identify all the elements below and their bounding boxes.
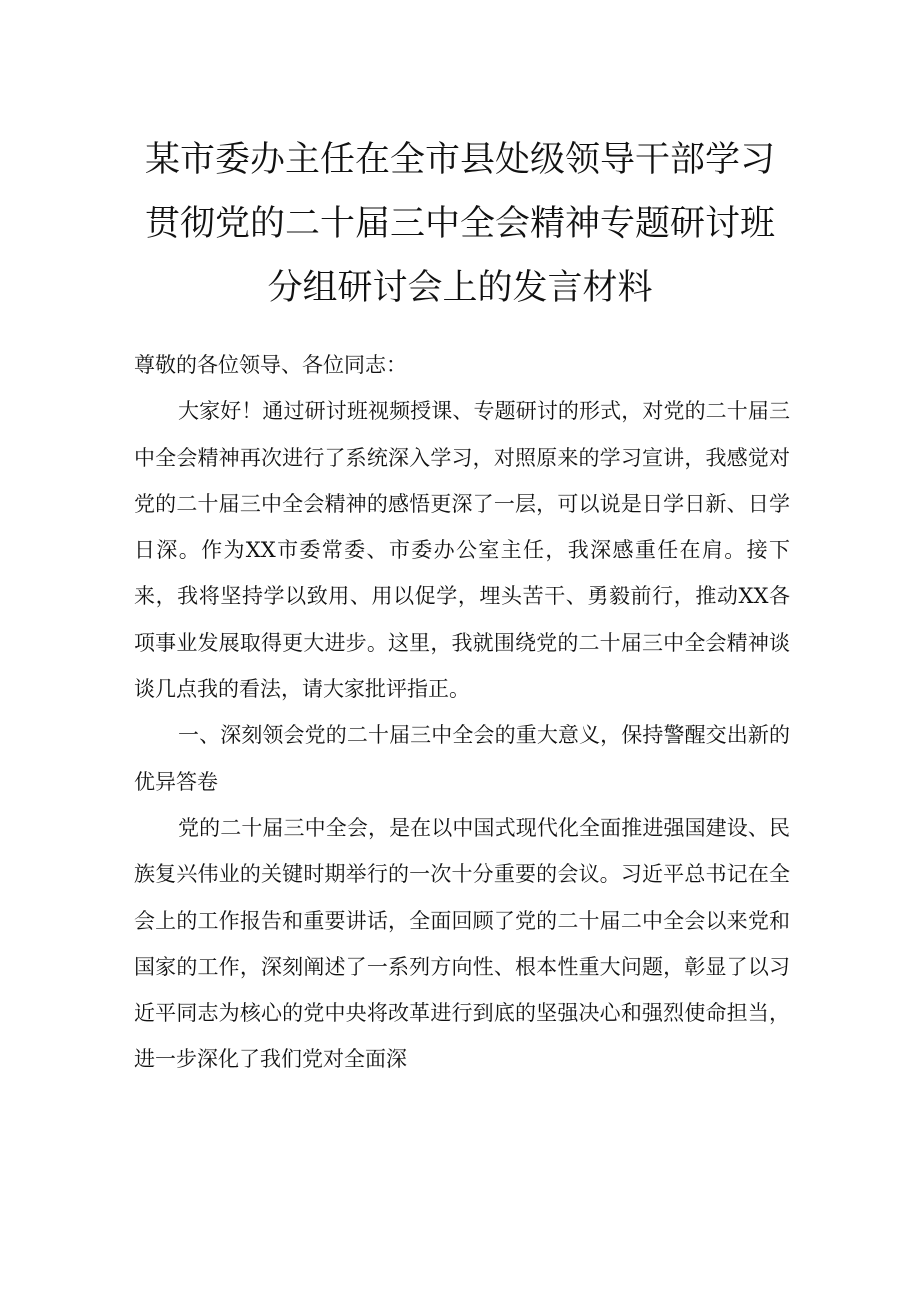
document-title	[130, 128, 790, 320]
document-body	[134, 342, 790, 1083]
salutation: 尊敬的各位领导、各位同志：	[134, 353, 407, 377]
section-heading-1: 一、深刻领会党的二十届三中全会的重大意义，保持警醒交出新的优异答卷	[134, 723, 790, 794]
title-line-2: 贯彻党的二十届三中全会精神专题研讨班	[144, 204, 775, 244]
paragraph-opening: 大家好！通过研讨班视频授课、专题研讨的形式，对党的二十届三中全会精神再次进行了系统深入学习，对照原来的学习宣讲，我感觉对党的二十届三中全会精神的感悟更深了一层，可以说是日学日新、日学日深。作为XX市委常委、市委办公室主任，我深感重任在肩。接下来，我将坚持学以致用、用以促学，埋头苦干、勇毅前行，推动XX各项事业发展取得更大进步。这里，我就围绕党的二十届三中全会精神谈谈几点我的看法，请大家批评指正。	[134, 399, 790, 702]
title-line-3: 分组研讨会上的发言材料	[267, 268, 653, 308]
paragraph-section-1: 党的二十届三中全会，是在以中国式现代化全面推进强国建设、民族复兴伟业的关键时期举行的一次十分重要的会议。习近平总书记在全会上的工作报告和重要讲话，全面回顾了党的二十届二中全会以来党和国家的工作，深刻阐述了一系列方向性、根本性重大问题，彰显了以习近平同志为核心的党中央将改革进行到底的坚强决心和强烈使命担当，进一步深化了我们党对全面深	[134, 815, 790, 1072]
title-line-1: 某市委办主任在全市县处级领导干部学习	[144, 140, 775, 180]
